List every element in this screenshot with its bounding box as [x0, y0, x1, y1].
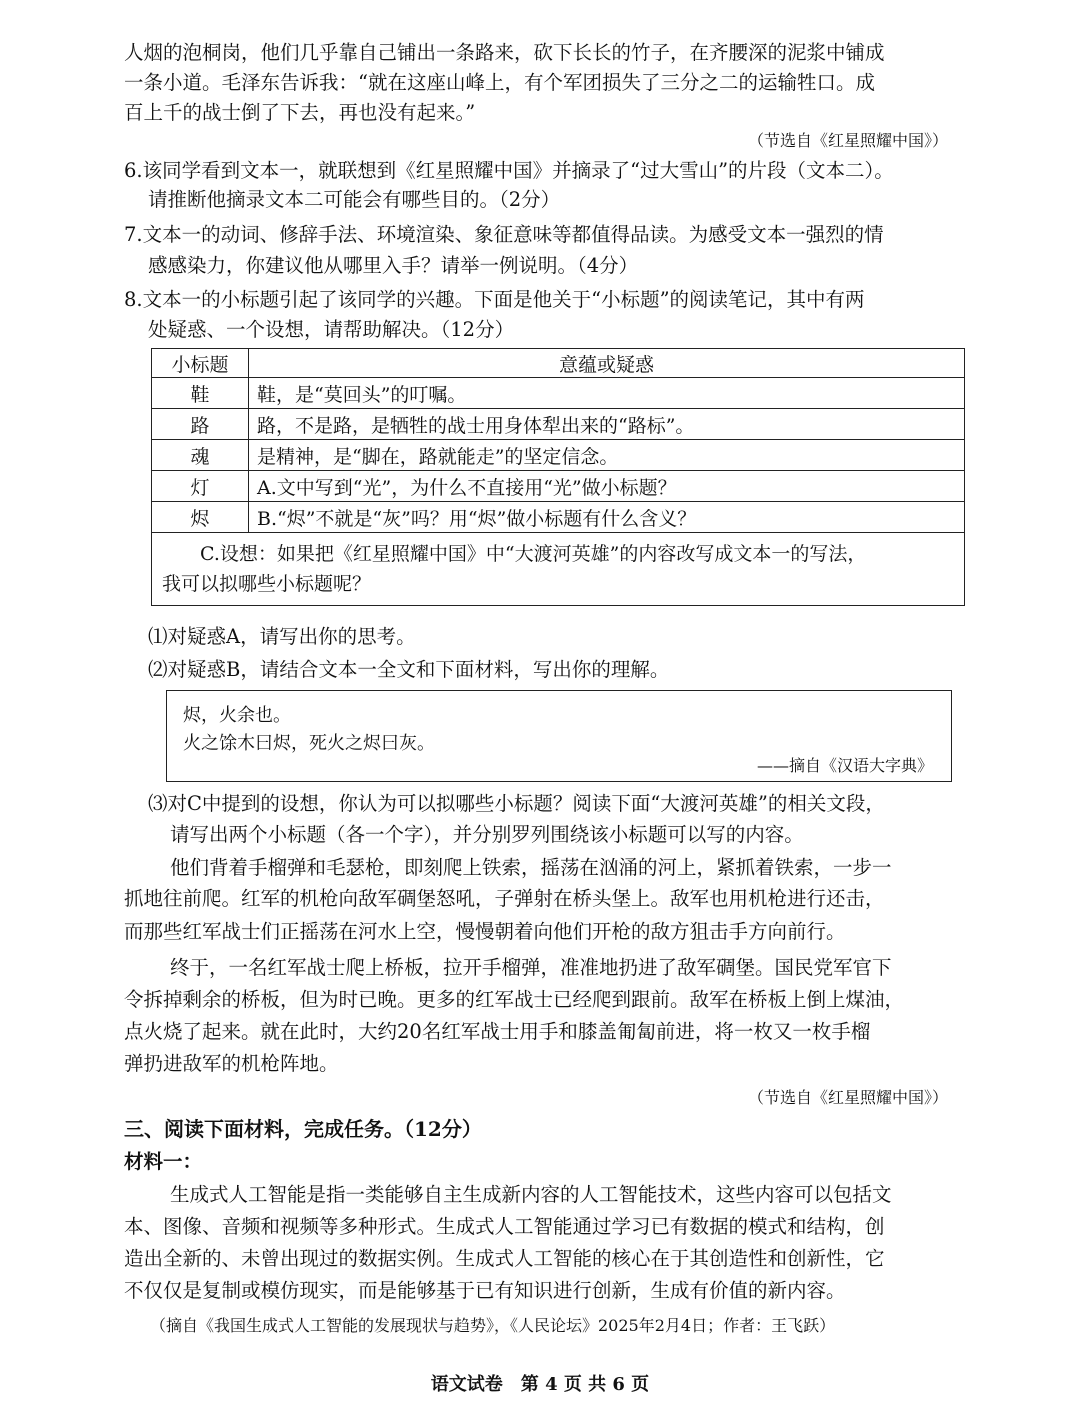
sub-question-1: ⑴对疑惑A，请写出你的思考。 — [148, 625, 416, 648]
question-7-line: 7.文本一的动词、修辞手法、环境渲染、象征意味等都值得品读。为感受文本一强烈的情 — [124, 223, 884, 246]
passage-line: 令拆掉剩余的桥板，但为时已晚。更多的红军战士已经爬到跟前。敌军在桥板上倒上煤油， — [124, 988, 905, 1011]
sub-question-3-line: 请写出两个小标题（各一个字），并分别罗列围绕该小标题可以写的内容。 — [170, 823, 804, 846]
material-1-source: （摘自《我国生成式人工智能的发展现状与趋势》，《人民论坛》2025年2月4日；作者：王飞跃） — [150, 1316, 836, 1335]
passage-line: 弹扔进敌军的机枪阵地。 — [124, 1052, 339, 1075]
material-1-line: 生成式人工智能是指一类能够自主生成新内容的人工智能技术，这些内容可以包括文 — [170, 1183, 892, 1206]
dictionary-material-box — [166, 690, 952, 782]
row-title: 灯 — [152, 471, 249, 502]
table-row — [152, 440, 965, 471]
row-title: 鞋 — [152, 378, 249, 409]
material-line: 火之馀木曰烬，死火之烬曰灰。 — [183, 733, 435, 754]
question-7-line: 感感染力，你建议他从哪里入手？请举一例说明。（4分） — [148, 254, 639, 277]
passage-line: 而那些红军战士们正摇荡在河水上空，慢慢朝着向他们开枪的敌方狙击手方向前行。 — [124, 920, 846, 943]
page-footer: 语文试卷 第 4 页 共 6 页 — [430, 1374, 650, 1395]
passage-source: （节选自《红星照耀中国》） — [747, 1088, 948, 1107]
text1-line: 人烟的泡桐岗，他们几乎靠自己铺出一条路来，砍下长长的竹子，在齐腰深的泥浆中铺成 — [124, 41, 885, 64]
material-1-line: 本、图像、音频和视频等多种形式。生成式人工智能通过学习已有数据的模式和结构，创 — [124, 1215, 885, 1238]
passage-line: 抓地往前爬。红军的机枪向敌军碉堡怒吼，子弹射在桥头堡上。敌军也用机枪进行还击， — [124, 887, 885, 910]
assumption-line: 我可以拟哪些小标题呢？ — [162, 573, 372, 595]
material-1-label: 材料一： — [124, 1150, 203, 1173]
passage-line: 点火烧了起来。就在此时，大约20名红军战士用手和膝盖匍匐前进，将一枚又一枚手榴 — [124, 1020, 871, 1043]
text1-line: 一条小道。毛泽东告诉我：“就在这座山峰上，有个军团损失了三分之二的运输牲口。成 — [124, 71, 875, 94]
assumption-cell — [152, 533, 965, 606]
header-subtitle: 小标题 — [152, 349, 249, 378]
row-title: 魂 — [152, 440, 249, 471]
reading-notes-table — [151, 348, 965, 606]
question-8-line: 8.文本一的小标题引起了该同学的兴趣。下面是他关于“小标题”的阅读笔记，其中有两 — [124, 288, 865, 311]
material-line: 烬，火余也。 — [183, 705, 291, 726]
material-1-line: 不仅仅是复制或模仿现实，而是能够基于已有知识进行创新，生成有价值的新内容。 — [124, 1279, 846, 1302]
material-1-line: 造出全新的、未曾出现过的数据实例。生成式人工智能的核心在于其创造性和创新性，它 — [124, 1247, 885, 1270]
table-row-assumption — [152, 533, 965, 606]
text1-source: （节选自《红星照耀中国》） — [747, 131, 948, 150]
passage-line: 他们背着手榴弹和毛瑟枪，即刻爬上铁索，摇荡在汹涌的河上，紧抓着铁索，一步一 — [170, 856, 892, 879]
material-source: ——摘自《汉语大字典》 — [756, 756, 933, 775]
question-8-line: 处疑惑、一个设想，请帮助解决。（12分） — [148, 318, 515, 341]
table-header-row — [152, 349, 965, 378]
row-note: 鞋，是“莫回头”的叮嘱。 — [249, 378, 965, 409]
table-row — [152, 378, 965, 409]
sub-question-2: ⑵对疑惑B，请结合文本一全文和下面材料，写出你的理解。 — [148, 658, 670, 681]
question-6-line: 6.该同学看到文本一，就联想到《红星照耀中国》并摘录了“过大雪山”的片段（文本二）。 — [124, 159, 894, 182]
question-6-line: 请推断他摘录文本二可能会有哪些目的。（2分） — [148, 188, 561, 211]
row-note: A.文中写到“光”，为什么不直接用“光”做小标题？ — [249, 471, 965, 502]
text1-line: 百上千的战士倒了下去，再也没有起来。” — [124, 101, 476, 124]
sub-question-3-line: ⑶对C中提到的设想，你认为可以拟哪些小标题？阅读下面“大渡河英雄”的相关文段， — [148, 792, 885, 815]
row-title: 烬 — [152, 502, 249, 533]
section-3-heading: 三、阅读下面材料，完成任务。（12分） — [124, 1117, 482, 1141]
row-title: 路 — [152, 409, 249, 440]
passage-line: 终于，一名红军战士爬上桥板，拉开手榴弹，准准地扔进了敌军碉堡。国民党军官下 — [170, 956, 892, 979]
row-note: 路，不是路，是牺牲的战士用身体犁出来的“路标”。 — [249, 409, 965, 440]
table-row — [152, 471, 965, 502]
assumption-line: C.设想：如果把《红星照耀中国》中“大渡河英雄”的内容改写成文本一的写法， — [200, 543, 867, 565]
header-meaning: 意蕴或疑惑 — [249, 349, 965, 378]
table-row — [152, 502, 965, 533]
table-row — [152, 409, 965, 440]
row-note: B.“烬”不就是“灰”吗？用“烬”做小标题有什么含义？ — [249, 502, 965, 533]
row-note: 是精神，是“脚在，路就能走”的坚定信念。 — [249, 440, 965, 471]
